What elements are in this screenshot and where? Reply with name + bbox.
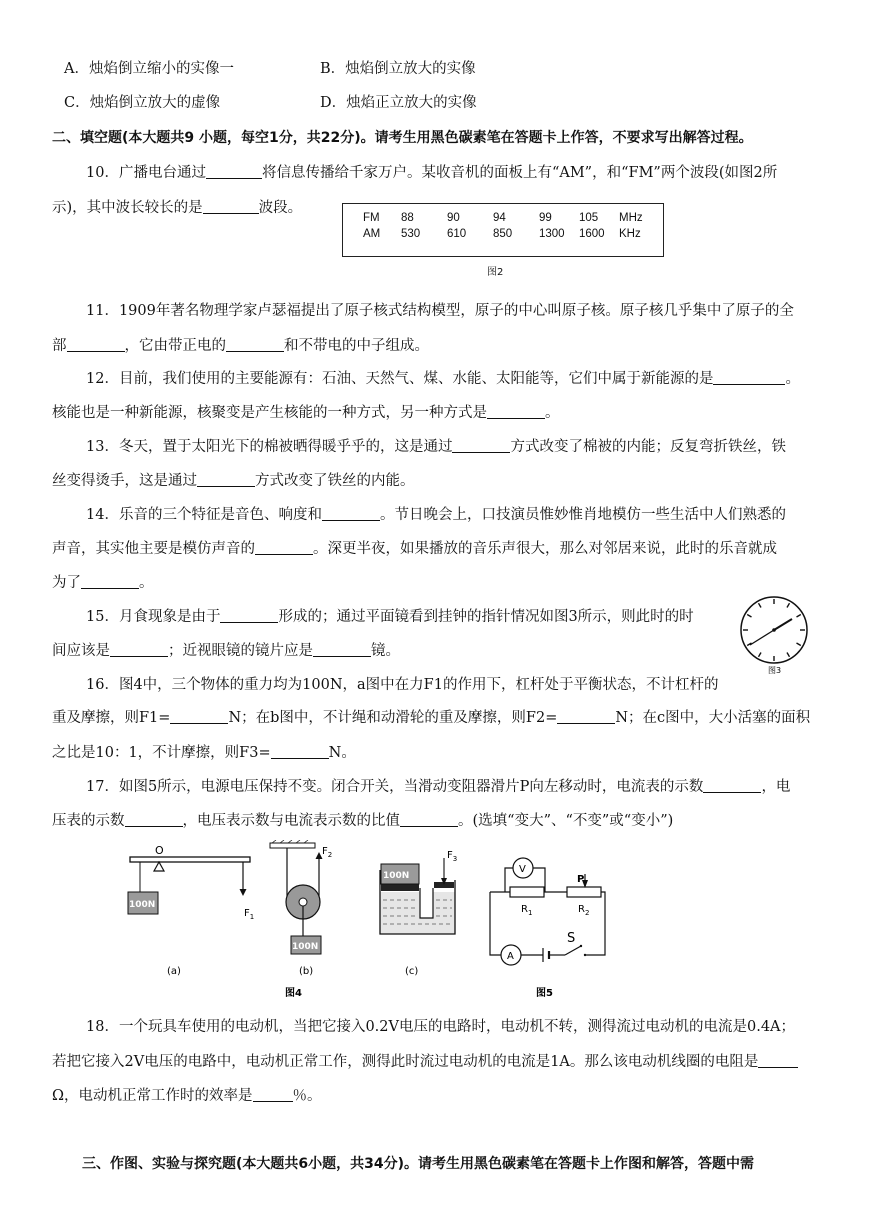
question-16-line2: 重及摩擦，则F1= N；在b图中，不计绳和动滑轮的重及摩擦，则F2= N；在c图中，大小活塞的面积: [52, 710, 811, 726]
answer-blank[interactable]: [487, 404, 545, 419]
table-row: FM 88 90 94 99 105 MHz: [363, 212, 643, 224]
answer-blank[interactable]: [81, 574, 139, 589]
option-d: D．烛焰正立放大的实像: [320, 95, 477, 111]
svg-text:S: S: [567, 931, 576, 946]
option-a: A．烛焰倒立缩小的实像一: [64, 61, 234, 77]
svg-text:R2: $R_2$: [578, 904, 590, 917]
answer-blank[interactable]: [170, 709, 228, 724]
answer-blank[interactable]: [206, 164, 262, 179]
figure-5-caption: 图5: [536, 988, 553, 999]
table-row: AM 530 610 850 1300 1600 KHz: [363, 228, 641, 240]
question-11-line1: 11．1909年著名物理学家卢瑟福提出了原子核式结构模型，原子的中心叫原子核。原子核几乎集中了原子的全: [86, 303, 794, 319]
question-17-line1: 17．如图5所示，电源电压保持不变。闭合开关，当滑动变阻器滑片P向左移动时，电流表的示数 ，电: [86, 779, 791, 795]
minute-hand: [750, 630, 774, 645]
svg-text:O: O: [155, 844, 164, 857]
section-title: 二、填空题(本大题共9 小题，每空1分，共22分)。请考生用黑色碳素笔在答题卡上作答，不要求写出解答过程。: [52, 130, 753, 146]
answer-blank[interactable]: [557, 709, 615, 724]
svg-text:100N: 100N: [292, 942, 319, 952]
hour-hand: [774, 619, 792, 630]
svg-text:F2: $F_2$: [322, 846, 333, 859]
figure-4a-lever: [128, 844, 254, 977]
question-10-line2: 示)，其中波长较长的是 波段。: [52, 200, 303, 216]
question-18-line3: Ω，电动机正常工作时的效率是 ％。: [52, 1088, 322, 1104]
answer-blank[interactable]: [125, 812, 183, 827]
question-13-line1: 13．冬天，置于太阳光下的棉被晒得暖乎乎的，这是通过 方式改变了棉被的内能；反复弯折铁丝，铁: [86, 439, 786, 455]
answer-blank[interactable]: [713, 370, 785, 385]
answer-blank[interactable]: [400, 812, 458, 827]
svg-text:(b): (b): [299, 966, 314, 977]
question-10-line1: 10．广播电台通过 将信息传播给千家万户。某收音机的面板上有“AM”，和“FM”两个波段(如图2所: [86, 165, 778, 181]
figure-4-caption: 图4: [285, 988, 302, 999]
question-16-line1: 16．图4中，三个物体的重力均为100N，a图中在力F1的作用下，杠杆处于平衡状态，不计杠杆的: [86, 677, 719, 693]
question-16-line3: 之比是10：1，不计摩擦，则F3= N。: [52, 745, 356, 761]
answer-blank[interactable]: [271, 744, 329, 759]
figure-4b-pulley: [270, 840, 332, 977]
question-12-line1: 12．目前，我们使用的主要能源有：石油、天然气、煤、水能、太阳能等，它们中属于新能源的是 。: [86, 371, 800, 387]
svg-text:P: P: [577, 874, 585, 885]
answer-blank[interactable]: [452, 438, 510, 453]
svg-text:100N: 100N: [383, 871, 410, 881]
answer-blank[interactable]: [220, 608, 278, 623]
answer-blank[interactable]: [110, 642, 168, 657]
svg-text:100N: 100N: [129, 900, 156, 910]
svg-text:F3: $F_3$: [447, 850, 458, 863]
svg-text:A: A: [507, 951, 514, 962]
answer-blank[interactable]: [255, 540, 313, 555]
section-title: 三、作图、实验与探究题(本大题共6小题，共34分)。请考生用黑色碳素笔在答题卡上作图和解答，答题中需: [82, 1156, 755, 1172]
option-c: C．烛焰倒立放大的虚像: [64, 95, 221, 111]
question-15-line1: 15．月食现象是由于 形成的；通过平面镜看到挂钟的指针情况如图3所示，则此时的时: [86, 609, 694, 625]
figures-4-5: [115, 840, 615, 1005]
option-b: B．烛焰倒立放大的实像: [320, 61, 476, 77]
svg-text:F1: $F_1$: [244, 908, 255, 921]
answer-blank[interactable]: [313, 642, 371, 657]
answer-blank[interactable]: [322, 506, 380, 521]
answer-blank[interactable]: [703, 778, 761, 793]
question-14-line3: 为了 。: [52, 575, 154, 591]
answer-blank[interactable]: [758, 1053, 798, 1068]
question-17-line2: 压表的示数 ，电压表示数与电流表示数的比值 。(选填“变大”、“不变”或“变小”): [52, 813, 674, 829]
question-18-line1: 18．一个玩具车使用的电动机，当把它接入0.2V电压的电路时，电动机不转，测得流过电动机的电流是0.4A；: [86, 1019, 796, 1035]
figure-3-clock: [738, 595, 810, 677]
svg-text:(c): (c): [405, 966, 419, 977]
svg-text:R1: $R_1$: [521, 904, 533, 917]
answer-blank[interactable]: [253, 1087, 293, 1102]
svg-text:V: V: [519, 864, 526, 875]
figure-3-caption: 图3: [768, 666, 782, 675]
answer-blank[interactable]: [67, 337, 125, 352]
figure-4c-hydraulic: [380, 850, 457, 977]
question-18-line2: 若把它接入2V电压的电路中，电动机正常工作，测得此时流过电动机的电流是1A。那么该电动机线圈的电阻是: [52, 1052, 798, 1072]
question-14-line2: 声音，其实他主要是模仿声音的 。深更半夜，如果播放的音乐声很大，那么对邻居来说，此时的乐音就成: [52, 541, 777, 557]
question-12-line2: 核能也是一种新能源，核聚变是产生核能的一种方式，另一种方式是 。: [52, 405, 560, 421]
question-11-line2: 部 ，它由带正电的 和不带电的中子组成。: [52, 338, 429, 354]
frequency-table: [363, 210, 643, 242]
answer-blank[interactable]: [197, 472, 255, 487]
question-15-line2: 间应该是 ；近视眼镜的镜片应是 镜。: [52, 643, 400, 659]
answer-blank[interactable]: [226, 337, 284, 352]
figure-2-panel: [342, 203, 664, 257]
question-13-line2: 丝变得烫手，这是通过 方式改变了铁丝的内能。: [52, 473, 415, 489]
svg-text:(a): (a): [167, 966, 181, 977]
answer-blank[interactable]: [203, 199, 259, 214]
figure-2-caption: 图2: [487, 267, 504, 278]
question-14-line1: 14．乐音的三个特征是音色、响度和 。节日晚会上，口技演员惟妙惟肖地模仿一些生活中人们熟悉的: [86, 507, 786, 523]
